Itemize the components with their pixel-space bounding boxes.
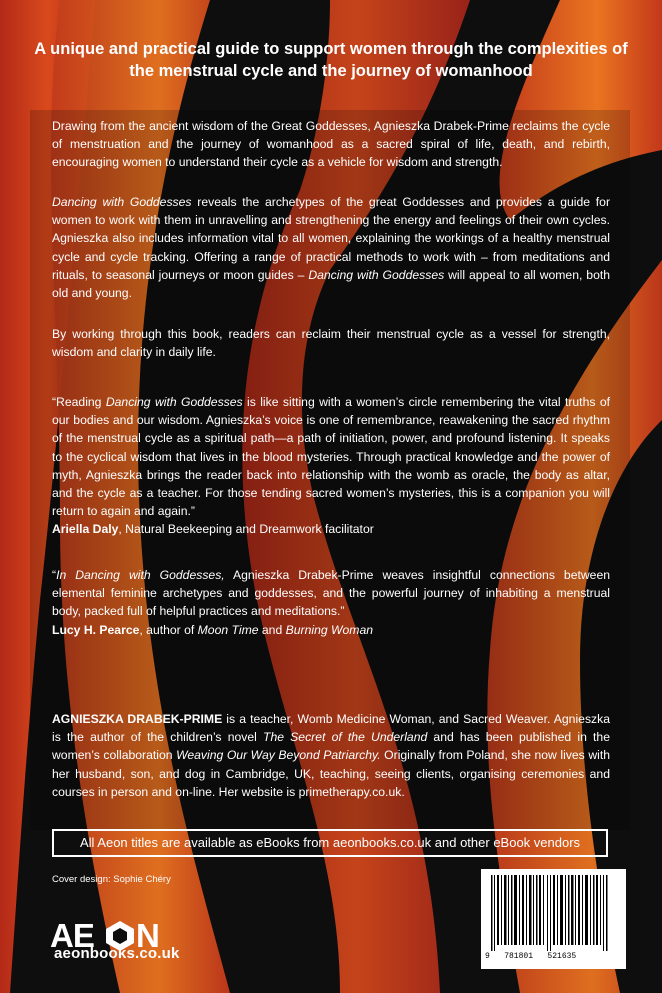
ebook-notice: All Aeon titles are available as eBooks from aeonbooks.co.uk and other eBook vendors	[52, 829, 608, 857]
intro-paragraph-2: Dancing with Goddesses reveals the archetypes of the great Goddesses and provides a guide for women to work with them in unravelling and strengthening the energy and feelings of their own cycles. Agnieszka also includes information vital to all women, explaining the workings of a healthy menstrual cycle and cycle tracking. Offering a range of practical methods to work with – from meditations and rituals, to seasonal journeys or moon guides – Dancing with Goddesses will appeal to all women, both old and young.	[52, 195, 611, 301]
endorser-name: Ariella Daly	[52, 522, 119, 537]
svg-text:AE: AE	[50, 917, 94, 954]
intro-paragraph-1: Drawing from the ancient wisdom of the Great Goddesses, Agnieszka Drabek-Prime reclaims the cycle of menstruation and the journey of womanhood as a sacred spiral of life, death, and rebirth, encouraging women to understand their cycle as a vehicle for wisdom and strength.	[52, 119, 610, 170]
endorsement-2: “In Dancing with Goddesses, Agnieszka Drabek-Prime weaves insightful connections between elemental feminine archetypes and goddesses, and the powerful journey of inhabiting a menstrual body, packed full of helpful practices and meditations.” Lucy H. Pearce, author of Moon Time and Burning Woman	[52, 568, 611, 637]
author-bio: AGNIESZKA DRABEK-PRIME is a teacher, Womb Medicine Woman, and Sacred Weaver. Agnieszka is the author of the children’s novel The Secret of the Underland and has been published in the women’s collaboration Weaving Our Way Beyond Patriarchy. Originally from Poland, she now lives with her husband, son, and dog in Cambridge, UK, teaching, seeing clients, organising ceremonies and courses in person and on-line. Her website is primetherapy.co.uk.	[52, 712, 611, 799]
cover-credit: Cover design: Sophie Chéry	[52, 874, 171, 885]
intro-paragraph-3: By working through this book, readers can reclaim their menstrual cycle as a vessel for strength, wisdom and clarity in daily life.	[52, 327, 610, 360]
isbn-digits: 9 781801 521635	[485, 952, 577, 961]
barcode-bars	[481, 869, 626, 951]
endorser-name: Lucy H. Pearce	[52, 622, 140, 637]
isbn-barcode	[481, 869, 626, 969]
endorsement-1: “Reading Dancing with Goddesses is like sitting with a women’s circle remembering the vital truths of our bodies and our wisdom. Agnieszka’s voice is one of remembrance, reawakening the sacred rhythm of the menstrual cycle as a spiritual path—a path of initiation, power, and profound listening. It speaks to the cyclical wisdom that lives in the blood mysteries. Through practical knowledge and the power of myth, Agnieszka brings the reader back into relationship with the womb as oracle, the body as altar, and the cycle as a teacher. For those tending sacred women’s mysteries, this is a companion you will return to again and again.” Ariella Daly, Natural Beekeeping and Dreamwork facilitator	[52, 395, 610, 537]
svg-text:N: N	[136, 917, 160, 954]
headline: A unique and practical guide to support women through the complexities of the menstrual cycle and the journey of womanhood	[34, 40, 628, 80]
publisher-url: aeonbooks.co.uk	[54, 945, 180, 962]
